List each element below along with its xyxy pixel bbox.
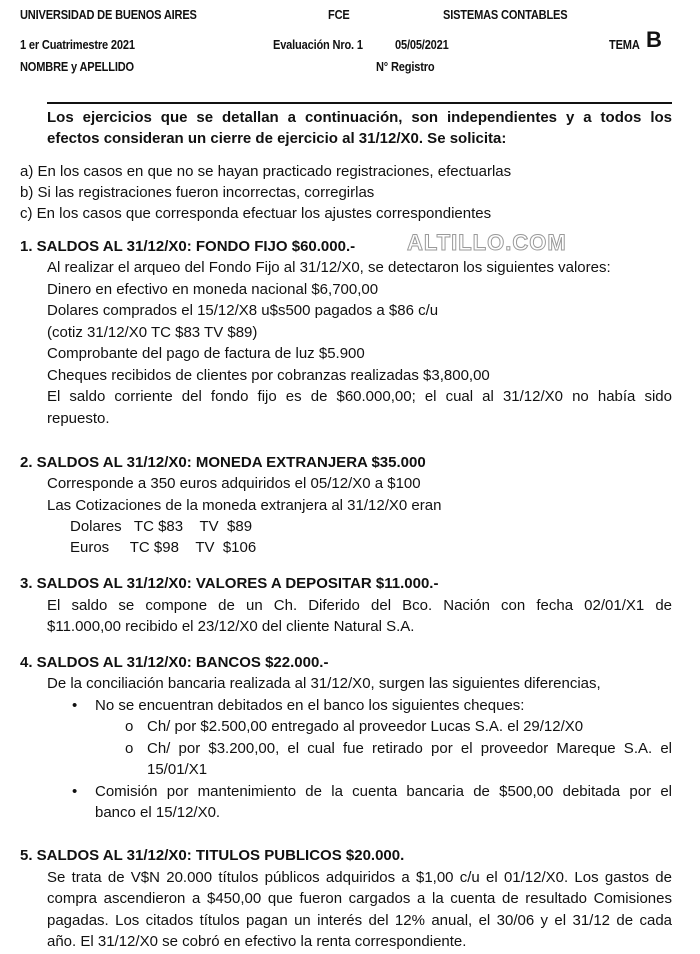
ex2-line: Las Cotizaciones de la moneda extranjera al 31/12/X0 eran: [47, 497, 442, 514]
university: UNIVERSIDAD DE BUENOS AIRES: [20, 7, 197, 22]
subject: SISTEMAS CONTABLES: [443, 7, 568, 22]
ex1-line: (cotiz 31/12/X0 TC $83 TV $89): [47, 324, 258, 341]
ex5-line: Se trata de V$N 20.000 títulos públicos adquiridos a $1,00 c/u el 01/12/X0. Los gastos de: [47, 869, 672, 886]
ex4-line: Ch/ por $2.500,00 entregado al proveedor Lucas S.A. el 29/12/X0: [147, 718, 584, 735]
ex2-line: Euros TC $98 TV $106: [70, 539, 257, 556]
divider: [47, 102, 672, 104]
ex4-line: banco el 15/12/X0.: [95, 804, 221, 821]
registro-label: N° Registro: [376, 59, 435, 74]
name-label: NOMBRE y APELLIDO: [20, 59, 134, 74]
bullet-icon: •: [72, 783, 78, 800]
term: 1 er Cuatrimestre 2021: [20, 37, 135, 52]
ex2-line: Dolares TC $83 TV $89: [70, 518, 253, 535]
circle-bullet-icon: o: [125, 740, 134, 757]
ex5-line: pagadas. Los citados títulos pagan un interés del 12% anual, el 30/06 y el 31/12 de cada: [47, 912, 672, 929]
exercise-3-title: 3. SALDOS AL 31/12/X0: VALORES A DEPOSITAR $11.000.-: [20, 575, 439, 592]
ex4-line: De la conciliación bancaria realizada al 31/12/X0, surgen las siguientes diferencias,: [47, 675, 601, 692]
exam-date: 05/05/2021: [395, 37, 449, 52]
ex1-line: El saldo corriente del fondo fijo es de $60.000,00; el cual al 31/12/X0 no había sido: [47, 388, 672, 405]
ex1-line: Comprobante del pago de factura de luz $5.900: [47, 345, 365, 362]
ex2-line: Corresponde a 350 euros adquiridos el 05/12/X0 a $100: [47, 475, 421, 492]
ex5-line: compra ascendieron a $450,00 que fueron cargados a la cuenta de resultado Comisiones: [47, 890, 672, 907]
ex4-line: 15/01/X1: [147, 761, 208, 778]
exercise-2-title: 2. SALDOS AL 31/12/X0: MONEDA EXTRANJERA $35.000: [20, 454, 426, 471]
watermark-logo: ALTILLO.COM: [407, 230, 567, 255]
ex4-line: Comisión por mantenimiento de la cuenta bancaria de $500,00 debitada por el: [95, 783, 672, 800]
ex4-line: Ch/ por $3.200,00, el cual fue retirado por el proveedor Mareque S.A. el: [147, 740, 672, 757]
ex1-line: repuesto.: [47, 410, 110, 427]
ex5-line: año. El 31/12/X0 se cobró en efectivo la renta correspondiente.: [47, 933, 467, 950]
task-a: a) En los casos en que no se hayan practicado registraciones, efectuarlas: [20, 163, 512, 180]
exercise-1-title: 1. SALDOS AL 31/12/X0: FONDO FIJO $60.000.-: [20, 238, 356, 255]
circle-bullet-icon: o: [125, 718, 134, 735]
intro-line: efectos consideran un cierre de ejercicio al 31/12/X0. Se solicita:: [47, 130, 507, 147]
ex4-line: No se encuentran debitados en el banco los siguientes cheques:: [95, 697, 525, 714]
ex1-line: Dinero en efectivo en moneda nacional $6,700,00: [47, 281, 379, 298]
task-b: b) Si las registraciones fueron incorrectas, corregirlas: [20, 184, 375, 201]
ex3-line: El saldo se compone de un Ch. Diferido del Bco. Nación con fecha 02/01/X1 de: [47, 597, 672, 614]
task-c: c) En los casos que corresponda efectuar los ajustes correspondientes: [20, 205, 492, 222]
tema-value: B: [646, 27, 662, 52]
ex1-line: Dolares comprados el 15/12/X8 u$s500 pagados a $86 c/u: [47, 302, 439, 319]
faculty: FCE: [328, 7, 350, 22]
exercise-5-title: 5. SALDOS AL 31/12/X0: TITULOS PUBLICOS $20.000.: [20, 847, 405, 864]
bullet-icon: •: [72, 697, 78, 714]
ex1-line: Al realizar el arqueo del Fondo Fijo al 31/12/X0, se detectaron los siguientes valores:: [47, 259, 611, 276]
tema-label: TEMA: [609, 37, 640, 52]
evaluation: Evaluación Nro. 1: [273, 37, 363, 52]
exercise-4-title: 4. SALDOS AL 31/12/X0: BANCOS $22.000.-: [20, 654, 329, 671]
ex3-line: $11.000,00 recibido el 23/12/X0 del cliente Natural S.A.: [47, 618, 415, 635]
ex1-line: Cheques recibidos de clientes por cobranzas realizadas $3,800,00: [47, 367, 490, 384]
intro-line: Los ejercicios que se detallan a continuación, son independientes y a todos los: [47, 109, 672, 126]
